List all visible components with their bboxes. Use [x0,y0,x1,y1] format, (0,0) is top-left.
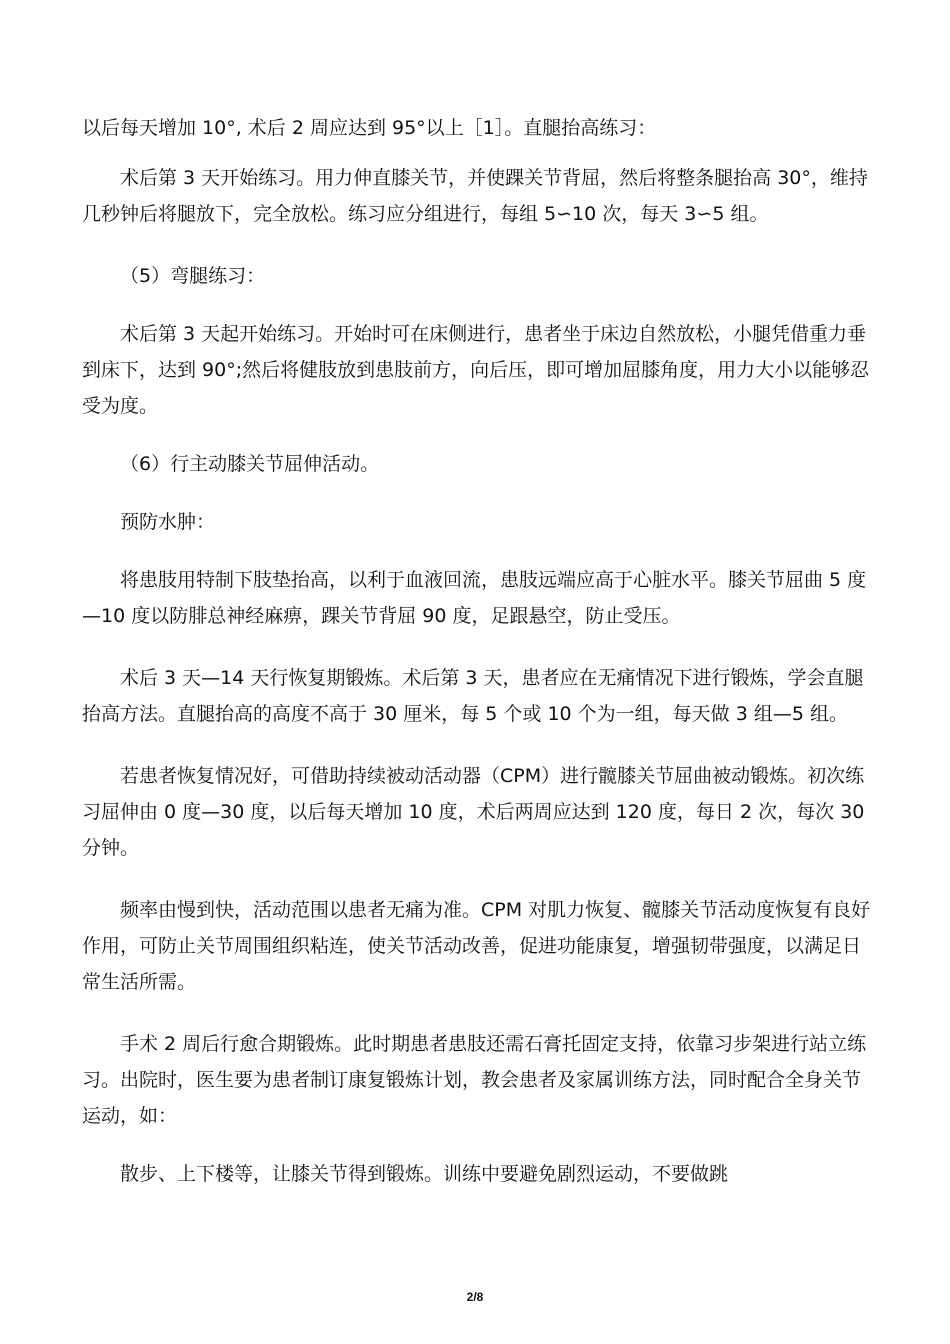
paragraph-elevation: 将患肢用特制下肢垫抬高，以利于血液回流，患肢远端应高于心脏水平。膝关节屈曲 5 度—10 度以防腓总神经麻痹，踝关节背屈 90 度，足跟悬空，防止受压。 [82,569,867,627]
paragraph-frequency: 频率由慢到快，活动范围以患者无痛为准。CPM 对肌力恢复、髋膝关节活动度恢复有良好作用，可防止关节周围组织粘连，使关节活动改善，促进功能康复，增强韧带强度，以满足日常生活所需。 [82,899,871,993]
heading-active-flexion: （6）行主动膝关节屈伸活动。 [120,453,380,475]
paragraph-knee-bend: 术后第 3 天起开始练习。开始时可在床侧进行，患者坐于床边自然放松，小腿凭借重力垂到床下，达到 90°;然后将健肢放到患肢前方，向后压，即可增加屈膝角度，用力大小以能够忍受为度。 [82,323,870,417]
heading-knee-bend-exercise: （5）弯腿练习： [120,265,266,287]
paragraph-straight-leg-raise: 术后第 3 天开始练习。用力伸直膝关节，并使踝关节背屈，然后将整条腿抬高 30°，维持几秒钟后将腿放下，完全放松。练习应分组进行，每组 5∽10 次，每天 3∽5 组。 [82,167,868,225]
paragraph-cpm: 若患者恢复情况好，可借助持续被动活动器（CPM）进行髋膝关节屈曲被动锻炼。初次练习屈伸由 0 度—30 度，以后每天增加 10 度，术后两周应达到 120 度，每日 2 次，每次 30 分钟。 [82,765,871,859]
heading-prevent-edema: 预防水肿： [120,511,216,533]
paragraph-healing-phase: 手术 2 周后行愈合期锻炼。此时期患者患肢还需石膏托固定支持，依靠习步架进行站立练习。出院时，医生要为患者制订康复锻炼计划，教会患者及家属训练方法，同时配合全身关节运动，如： [82,1033,867,1127]
paragraph-walking: 散步、上下楼等，让膝关节得到锻炼。训练中要避免剧烈运动，不要做跳 [120,1163,729,1185]
paragraph-continuation: 以后每天增加 10°, 术后 2 周应达到 95°以上［1］。直腿抬高练习： [82,117,657,139]
page-number: 2/8 [466,1290,484,1304]
paragraph-recovery-phase: 术后 3 天—14 天行恢复期锻炼。术后第 3 天，患者应在无痛情况下进行锻炼，学会直腿抬高方法。直腿抬高的高度不高于 30 厘米，每 5 个或 10 个为一组，每天做 3 组—5 组。 [82,667,864,725]
document-body [82,110,872,1192]
